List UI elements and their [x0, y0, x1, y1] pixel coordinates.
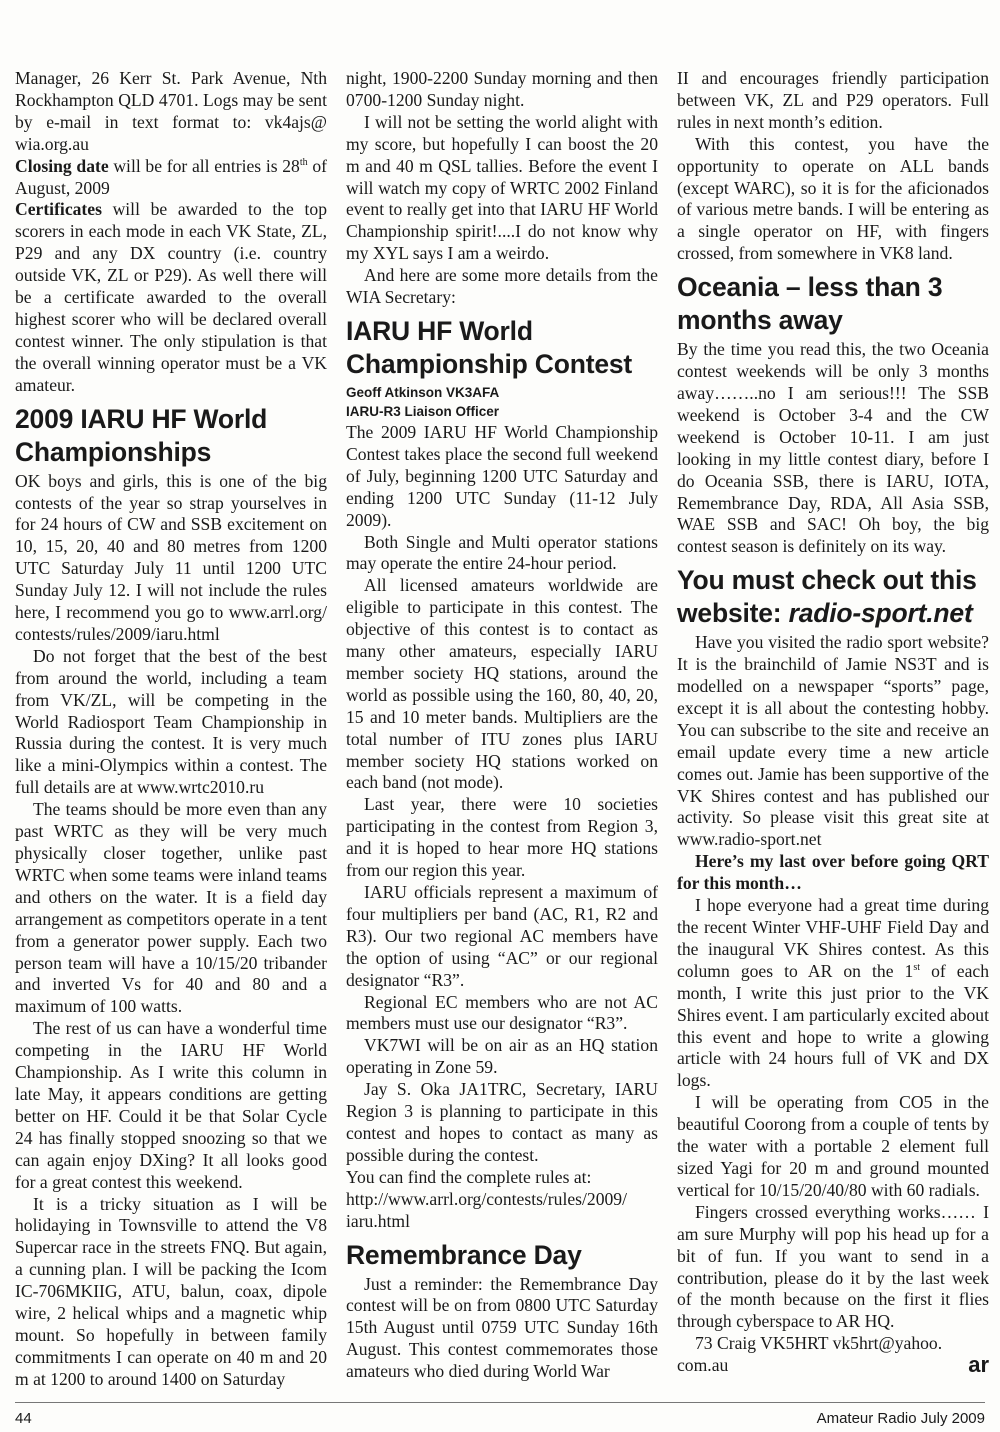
section-heading-remembrance-day: Remembrance Day — [346, 1239, 582, 1270]
paragraph: Have you visited the radio sport website? It is the brainchild of Jamie NS3T and is modelled on a newspaper “sports” page, except it is all about the contesting hobby. You can subscribe to the site and receive an email update every time a new article comes out. Jamie has been supportive of the VK Shires contest and has published our activity. So please visit this great site at www.radio-sport.net — [677, 632, 989, 850]
byline-author: Geoff Atkinson VK3AFA — [346, 384, 500, 400]
paragraph: The 2009 IARU HF World Championship Contest takes place the second full weekend of July, beginning 1200 UTC Saturday and ending 1200 UTC Sunday (11-12 July 2009). — [346, 421, 658, 530]
column-1 — [15, 68, 327, 1391]
closing-date-sup: th — [299, 156, 308, 168]
section-heading-radio-sport — [677, 564, 989, 630]
ordinal-sup: st — [913, 961, 921, 973]
signoff — [677, 1333, 989, 1377]
paragraph: With this contest, you have the opportunity to operate on ALL bands (except WARC), so it is for the aficionados of various metre bands. I will be entering as a single operator on HF, with fingers crossed, from somewhere in VK8 land. — [677, 133, 989, 264]
paragraph: It is a tricky situation as I will be holidaying in Townsville to attend the V8 Supercar race in the streets FNQ. But again, a cunning plan. I will be packing the Icom IC-706MKIIG, ATU, balun, coax, dipole wire, 2 helical whips and a magnetic whip mount. So hopefully in between family commitments I can operate on 40 m and 20 m at 1200 to around 1400 on Saturday — [15, 1193, 327, 1389]
closing-date-label: Closing date — [15, 155, 109, 176]
paragraph: Both Single and Multi operator stations may operate the entire 24-hour period. — [346, 531, 658, 574]
signoff-text: 73 Craig VK5HRT vk5hrt@yahoo. com.au — [677, 1333, 943, 1376]
rules-link-paragraph: You can find the complete rules at: http://www.arrl.org/contests/rules/2009/ iaru.html — [346, 1166, 627, 1231]
section-heading-iaru-contest: IARU HF World Championship Contest — [346, 315, 633, 379]
paragraph: VK7WI will be on air as an HQ station operating in Zone 59. — [346, 1035, 658, 1078]
paragraph: OK boys and girls, this is one of the big contests of the year so strap yourselves in for 24 hours of CW and SSB excitement on 10, 15, 20, 40 and 80 metres from 1200 UTC Saturday July 11 until 1200 UTC Sunday July 12. I will not include the rules here, I recommend you go to www.arrl.org/ contests/rules/2009/iaru.html — [15, 470, 327, 644]
paragraph: Jay S. Oka JA1TRC, Secretary, IARU Region 3 is planning to participate in this contest and hopes to contact as many as possible during the contest. — [346, 1079, 658, 1165]
paragraph: IARU officials represent a maximum of four multipliers per band (AC, R1, R2 and R3). Our two regional AC members have the option of using “AC” or our regional designator “R3”. — [346, 882, 658, 990]
paragraph: All licensed amateurs worldwide are eligible to participate in this contest. The objective of this contest is to contact as many other amateurs, especially IARU member society HQ stations, around the world as possible using the 160, 80, 40, 20, 15 and 10 meter bands. Multipliers are the total number of ITU zones plus IARU member society HQ stations worked on each band (not mode). — [346, 575, 658, 793]
paragraph: II and encourages friendly participation between VK, ZL and P29 operators. Full rules in next month’s edition. — [677, 68, 989, 132]
heading-text: You must check out this website: — [677, 565, 977, 629]
section-heading-iaru-championships: 2009 IARU HF World Championships — [15, 403, 268, 467]
byline-role: IARU-R3 Liaison Officer — [346, 404, 500, 420]
paragraph: The teams should be more even than any past WRTC as they will be very much physically closer together, unlike past WRTC when some teams were inland teams and others on the water. It is a field day arrangement as competitors operate in a tent from a generator power supply. Each two person team will have a 10/15/20 tribander and inverted Vs for 40 and 80 and a maximum of 100 watts. — [15, 799, 327, 1017]
certificates-paragraph — [15, 199, 327, 396]
magazine-issue: Amateur Radio July 2009 — [816, 1410, 985, 1427]
heading-website: radio-sport.net — [788, 598, 973, 629]
paragraph — [677, 895, 989, 1092]
paragraph: Last year, there were 10 societies participating in the contest from Region 3, and it is hoped to hear more HQ stations from our region this year. — [346, 794, 658, 881]
closing-date-paragraph — [15, 156, 327, 200]
paragraph: Just a reminder: the Remembrance Day contest will be on from 0800 UTC Saturday 15th August until 0759 UTC Sunday 16th August. This contest commemorates those amateurs who died during World War — [346, 1273, 658, 1382]
bold-lead-paragraph: Here’s my last over before going QRT for this month… — [677, 851, 989, 894]
page-number: 44 — [15, 1410, 32, 1427]
paragraph: By the time you read this, the two Oceania contest weekends will be only 3 months away……..no I am serious!!! The SSB weekend is October 3-4 and the CW weekend is October 10-11. I am just looking in my little contest diary, before I do Oceania SSB, there is IARU, IOTA, Remembrance Day, RDA, All Asia SSB, WAE SSB and SAC! Oh boy, the big contest season is definitely on its way. — [677, 339, 989, 557]
paragraph-text: I hope everyone had a great time during the recent Winter VHF-UHF Field Day and the inaugural VK Shires contest. As this column goes to AR on the 1 — [677, 895, 989, 981]
page-footer — [15, 1402, 985, 1427]
paragraph: I will not be setting the world alight with my score, but hopefully I can boost the 20 m and 40 m QSL tallies. Before the event I will watch my copy of WRTC 2002 Finland event to really get into that IARU HF World Championship spirit!....I do not know why my XYL says I am a weirdo. — [346, 111, 658, 264]
column-2 — [346, 68, 658, 1383]
certificates-label: Certificates — [15, 199, 102, 220]
paragraph: I will be operating from CO5 in the beautiful Coorong from a couple of tents by the water with a portable 2 element full sized Yagi for 20 m and ground mounted vertical for 10/15/20/40/80 with 60 radials. — [677, 1092, 989, 1200]
paragraph: The rest of us can have a wonderful time competing in the IARU HF World Championship. As I write this column in late May, it appears conditions are getting better on HF. Could it be that Solar Cycle 24 has finally stopped snoozing so that we can again enjoy DXing? It all looks good for a great contest this weekend. — [15, 1018, 327, 1192]
paragraph: And here are some more details from the WIA Secretary: — [346, 265, 658, 308]
closing-date-text: will be for all entries is 28 — [108, 155, 300, 176]
paragraph: Regional EC members who are not AC members must use our designator “R3”. — [346, 991, 658, 1034]
paragraph: Fingers crossed everything works…… I am sure Murphy will pop his head up for a bit of fun. If you want to send in a contribution, please do it by the last week of the month because on the first it flies through cyberspace to AR HQ. — [677, 1201, 989, 1332]
section-heading-oceania: Oceania – less than 3 months away — [677, 272, 943, 336]
paragraph: night, 1900-2200 Sunday morning and then 0700-1200 Sunday night. — [346, 68, 658, 110]
paragraph: Manager, 26 Kerr St. Park Avenue, Nth Rockhampton QLD 4701. Logs may be sent by e-mail in text format to: vk4ajs@ wia.org.au — [15, 68, 327, 154]
certificates-text: will be awarded to the top scorers in each mode in each VK State, ZL, P29 and any DX country (i.e. country outside VK, ZL or P29). As well there will be a certificate awarded to the overall highest scorer who will be declared overall contest winner. The only stipulation is that the overall winning operator must be a VK amateur. — [15, 199, 327, 395]
column-3 — [677, 68, 989, 1377]
paragraph: Do not forget that the best of the best from around the world, including a team from VK/ZL, will be competing in the World Radiosport Team Championship in Russia during the contest. It is very much like a mini-Olympics within a contest. The full details are at www.wrtc2010.ru — [15, 645, 327, 798]
ar-logo: ar — [968, 1352, 989, 1378]
paragraph-text-2: of each month, I write this just prior to the VK Shires event. I am particularly excited about this event and hope to write a glowing article with 24 hours full of VK and DX logs. — [677, 960, 989, 1091]
closing-date-text-2: of August, 2009 — [15, 155, 327, 198]
